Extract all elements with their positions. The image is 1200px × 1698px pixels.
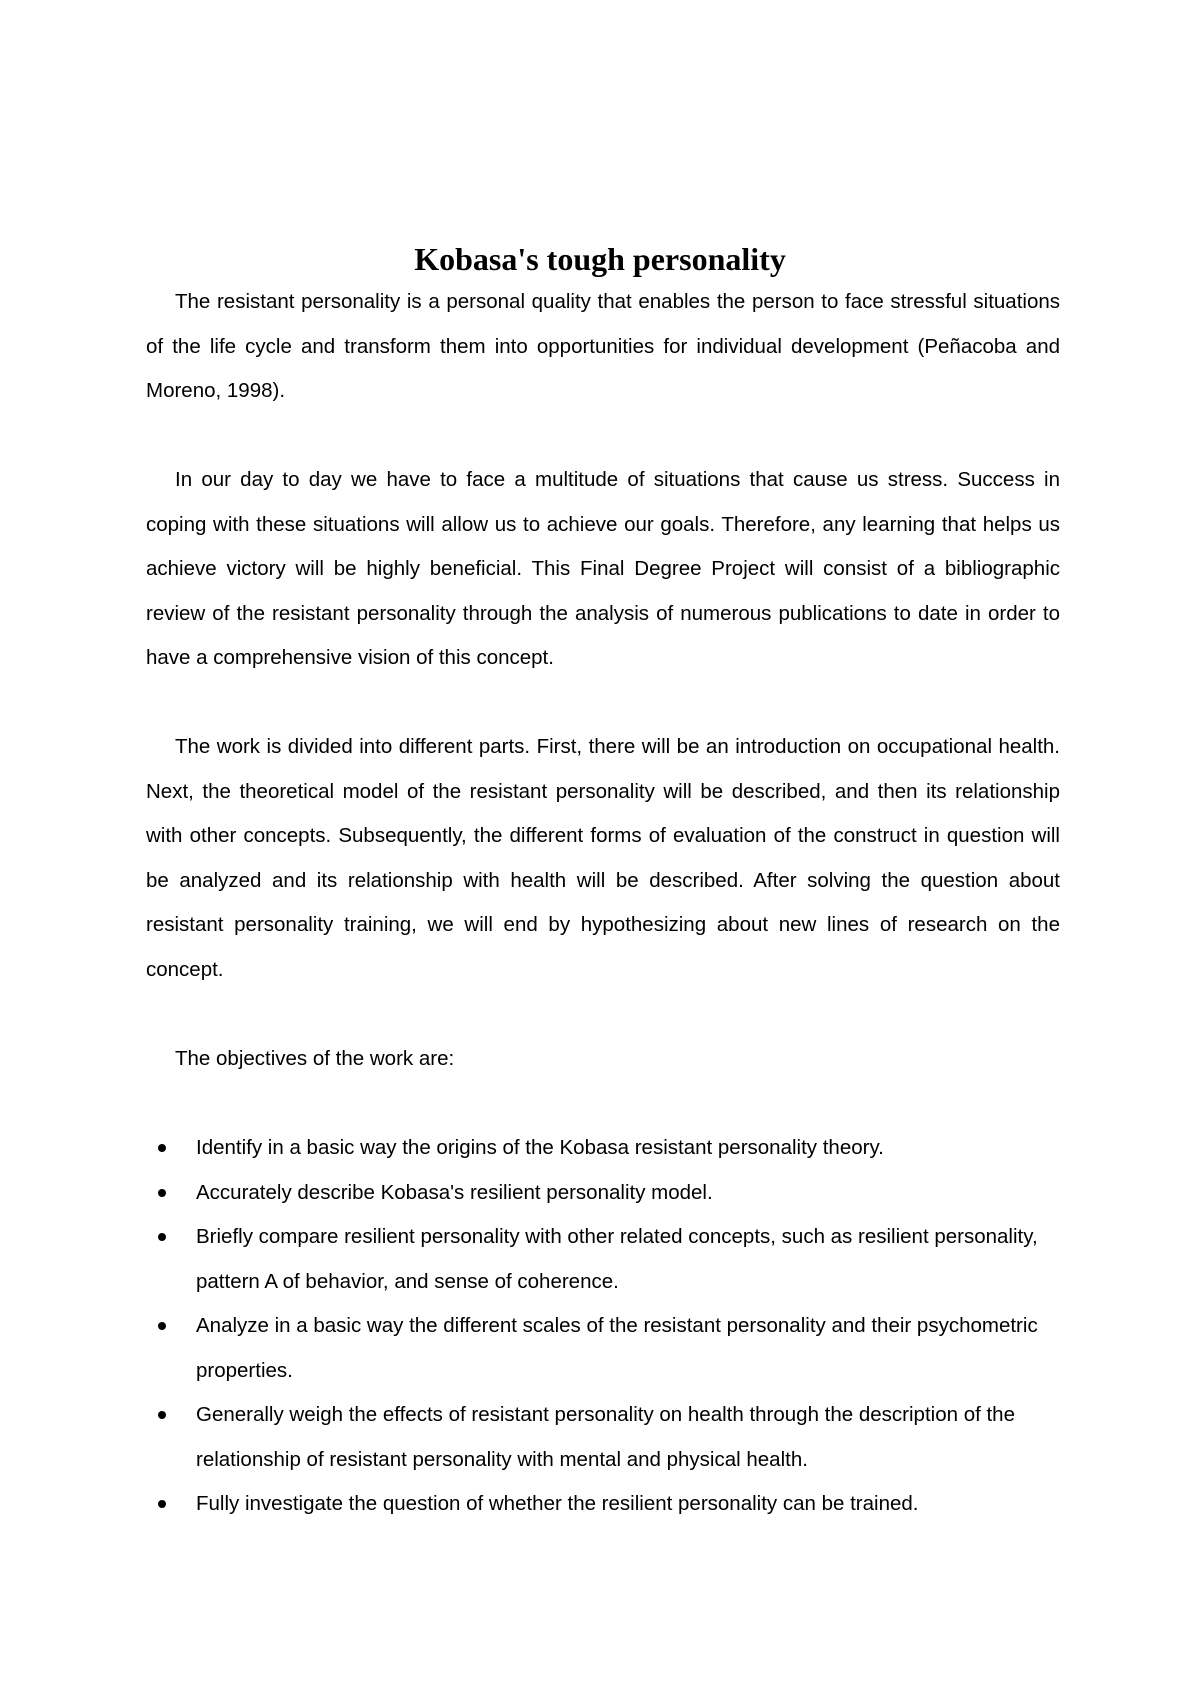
bullet-icon — [158, 1500, 166, 1508]
paragraph-definition: The resistant personality is a personal quality that enables the person to face stressful situations of the life cycle and transform them into opportunities for individual development (Peñacoba and Moreno, 1998). — [146, 290, 1060, 402]
objective-text: Identify in a basic way the origins of the Kobasa resistant personality theory. — [196, 1136, 884, 1159]
list-item — [146, 1215, 1066, 1304]
list-item — [146, 1126, 1066, 1171]
list-item — [146, 1393, 1066, 1482]
bullet-icon — [158, 1189, 166, 1197]
list-item — [146, 1482, 1066, 1527]
objective-text: Analyze in a basic way the different scales of the resistant personality and their psychometric properties. — [196, 1314, 1038, 1382]
objective-text: Accurately describe Kobasa's resilient personality model. — [196, 1180, 713, 1204]
objectives-list — [146, 1126, 1066, 1527]
paragraph-structure: The work is divided into different parts. First, there will be an introduction on occupational health. Next, the theoretical model of the resistant personality will be described, and then its relationship with other concepts. Subsequently, the different forms of evaluation of the construct in question will be analyzed and its relationship with health will be described. After solving the question about resistant personality training, we will end by hypothesizing about new lines of research on the concept. — [146, 735, 1060, 981]
objective-text: Generally weigh the effects of resistant personality on health through the description of the relationship of resistant personality with mental and physical health. — [196, 1403, 1015, 1471]
bullet-icon — [158, 1411, 166, 1419]
bullet-icon — [158, 1322, 166, 1330]
objective-text: Fully investigate the question of whether the resilient personality can be trained. — [196, 1492, 919, 1515]
bullet-icon — [158, 1233, 166, 1241]
objectives-heading: The objectives of the work are: — [175, 1047, 455, 1070]
list-item — [146, 1304, 1066, 1393]
paragraph-introduction: In our day to day we have to face a multitude of situations that cause us stress. Success in coping with these situations will allow us to achieve our goals. Therefore, any learning that helps us achieve victory will be highly beneficial. This Final Degree Project will consist of a bibliographic review of the resistant personality through the analysis of numerous publications to date in order to have a comprehensive vision of this concept. — [146, 468, 1060, 669]
bullet-icon — [158, 1144, 166, 1152]
list-item — [146, 1171, 1066, 1216]
page-title: Kobasa's tough personality — [414, 241, 786, 278]
objective-text: Briefly compare resilient personality with other related concepts, such as resilient personality, pattern A of behavior, and sense of coherence. — [196, 1225, 1038, 1293]
